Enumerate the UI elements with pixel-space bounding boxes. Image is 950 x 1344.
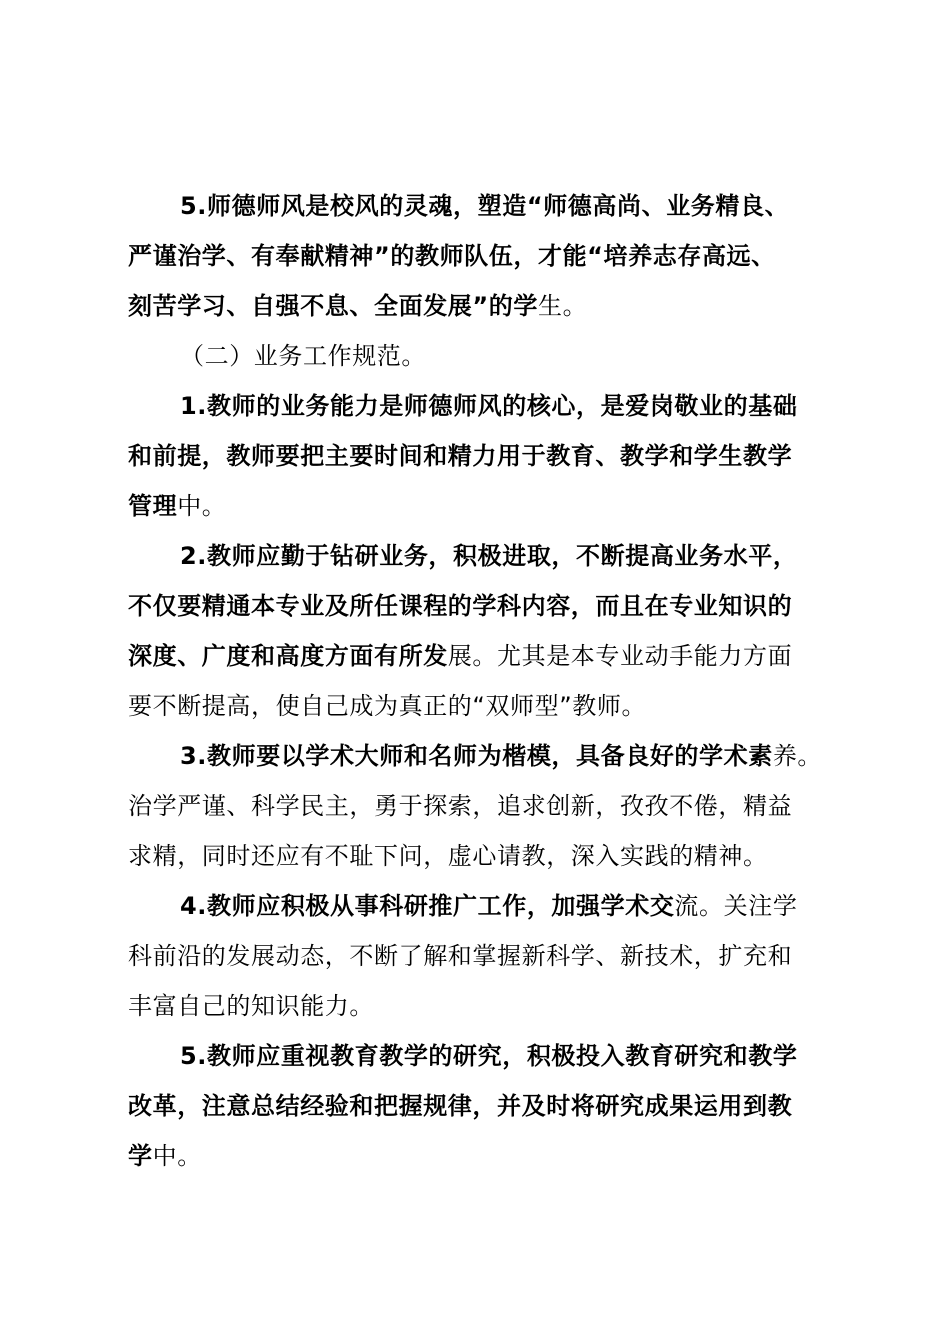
item1-line-2: 和前提，教师要把主要时间和精力用于教育、教学和学生教学 xyxy=(128,442,793,470)
para5-line-3-rest: 生。 xyxy=(537,292,588,320)
item1-line-3-rest: 中。 xyxy=(177,492,227,520)
item4-line-3: 丰富自己的知识能力。 xyxy=(128,992,374,1020)
section-heading: （二）业务工作规范。 xyxy=(180,342,426,370)
item2-line-4: 要不断提高，使自己成为真正的“双师型”教师。 xyxy=(128,692,647,720)
item1-line-1: 1.教师的业务能力是师德师风的核心，是爱岗敬业的基础 xyxy=(180,392,798,420)
item5-line-2: 改革，注意总结经验和把握规律，并及时将研究成果运用到教 xyxy=(128,1092,793,1120)
item1-line-3-bold: 管理 xyxy=(128,492,178,520)
para5-line-1: 5.师德师风是校风的灵魂，塑造“师德高尚、业务精良、 xyxy=(180,192,790,220)
item3-line-1-bold: 3.教师要以学术大师和名师为楷模，具备良好的学术素 xyxy=(180,742,773,770)
item2-line-3-bold: 深度、广度和高度方面有所发 xyxy=(128,642,448,670)
item5-line-3-bold: 学 xyxy=(128,1142,153,1170)
item4-line-1-bold: 4.教师应积极从事科研推广工作，加强学术交 xyxy=(180,892,675,920)
item2-line-3-rest: 展。尤其是本专业动手能力方面 xyxy=(447,642,793,670)
item2-line-1: 2.教师应勤于钻研业务，积极进取，不断提高业务水平， xyxy=(180,542,798,570)
item4-line-2: 科前沿的发展动态，不断了解和掌握新科学、新技术，扩充和 xyxy=(128,942,793,970)
item3-line-1-rest: 养。 xyxy=(772,742,823,770)
para5-line-2: 严谨治学、有奉献精神”的教师队伍，才能“培养志存高远、 xyxy=(128,242,776,270)
item5-line-3-rest: 中。 xyxy=(152,1142,202,1170)
item5-line-1: 5.教师应重视教育教学的研究，积极投入教育研究和教学 xyxy=(180,1042,798,1070)
para5-line-3-bold: 刻苦学习、自强不息、全面发展”的学 xyxy=(128,292,538,320)
item3-line-1 xyxy=(180,741,822,771)
item4-line-1-rest: 流。关注学 xyxy=(674,892,798,920)
item2-line-3 xyxy=(128,641,792,671)
item4-line-1 xyxy=(180,891,797,921)
para5-line-3 xyxy=(128,291,587,321)
item5-line-3 xyxy=(128,1141,202,1171)
item3-line-2: 治学严谨、科学民主，勇于探索，追求创新，孜孜不倦，精益 xyxy=(128,792,793,820)
item2-line-2: 不仅要精通本专业及所任课程的学科内容，而且在专业知识的 xyxy=(128,592,793,620)
item3-line-3: 求精，同时还应有不耻下问，虚心请教，深入实践的精神。 xyxy=(128,842,768,870)
item1-line-3 xyxy=(128,491,226,521)
